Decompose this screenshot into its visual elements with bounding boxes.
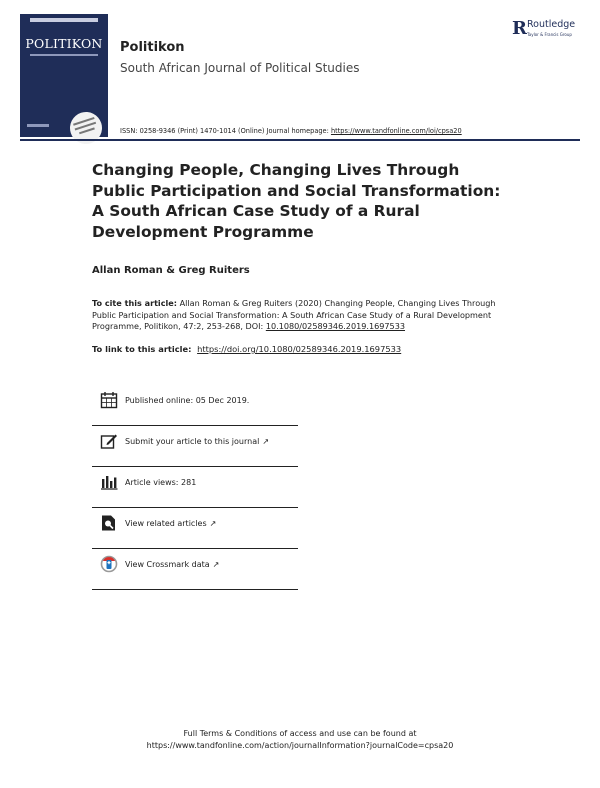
crossmark-icon [100, 555, 118, 573]
footer-terms-link[interactable]: https://www.tandfonline.com/action/journalInformation?journalCode=cpsa20 [146, 740, 454, 750]
action-published-online [92, 385, 298, 426]
related-label: View related articles [125, 519, 207, 528]
journal-subtitle: South African Journal of Political Studies [120, 61, 360, 75]
search-document-icon [100, 514, 118, 532]
article-title: Changing People, Changing Lives Through Public Participation and Social Transformation: A South African Case Study of a Rural Development Programme [92, 161, 501, 241]
article-authors: Allan Roman & Greg Ruiters [92, 265, 250, 276]
article-doi-link[interactable]: https://doi.org/10.1080/02589346.2019.1697533 [197, 344, 402, 354]
article-actions [92, 385, 298, 590]
crossmark-label: View Crossmark data [125, 560, 210, 569]
issn-line [120, 127, 462, 135]
journal-cover [20, 14, 108, 137]
action-label [125, 519, 216, 528]
journal-title: Politikon [120, 40, 185, 55]
action-label: Published online: 05 Dec 2019. [125, 396, 250, 405]
link-block [92, 344, 401, 354]
action-label: Article views: 281 [125, 478, 197, 487]
routledge-r-icon: R [512, 18, 527, 39]
citation-text: Allan Roman & Greg Ruiters (2020) Changing People, Changing Lives Through Public Participation and Social Transformation: A South African Case Study of a Rural Development Programme, Politikon, 47:2, 253-268, DOI: [92, 298, 496, 331]
cover-publisher-mark [27, 124, 49, 127]
citation-block [92, 298, 512, 333]
edit-icon [100, 432, 118, 450]
action-label [125, 437, 269, 446]
cover-title: POLITIKON [25, 36, 103, 51]
issn-text: ISSN: 0258-9346 (Print) 1470-1014 (Online) Journal homepage: [120, 127, 329, 135]
footer [0, 728, 600, 751]
calendar-icon [100, 391, 118, 409]
publisher-tagline: Taylor & Francis Group [527, 32, 572, 37]
citation-label: To cite this article: [92, 298, 178, 308]
journal-homepage-link[interactable]: https://www.tandfonline.com/loi/cpsa20 [330, 127, 462, 135]
external-link-icon: ↗ [209, 519, 217, 528]
external-link-icon: ↗ [262, 437, 270, 446]
submit-label: Submit your article to this journal [125, 437, 260, 446]
action-article-views [92, 467, 298, 508]
cover-band [30, 18, 98, 22]
action-crossmark[interactable] [92, 549, 298, 590]
header-divider [20, 139, 580, 141]
publisher-logo [512, 18, 592, 40]
external-link-icon: ↗ [212, 560, 220, 569]
action-submit-article[interactable] [92, 426, 298, 467]
cover-badge [66, 108, 106, 148]
citation-doi-link[interactable]: 10.1080/02589346.2019.1697533 [265, 321, 406, 331]
action-label [125, 560, 219, 569]
action-related-articles[interactable] [92, 508, 298, 549]
publisher-name: Routledge [527, 19, 576, 30]
footer-terms-text: Full Terms & Conditions of access and use can be found at [183, 729, 417, 738]
link-label: To link to this article: [92, 344, 192, 354]
bar-chart-icon [100, 473, 118, 491]
cover-rule [30, 54, 98, 56]
